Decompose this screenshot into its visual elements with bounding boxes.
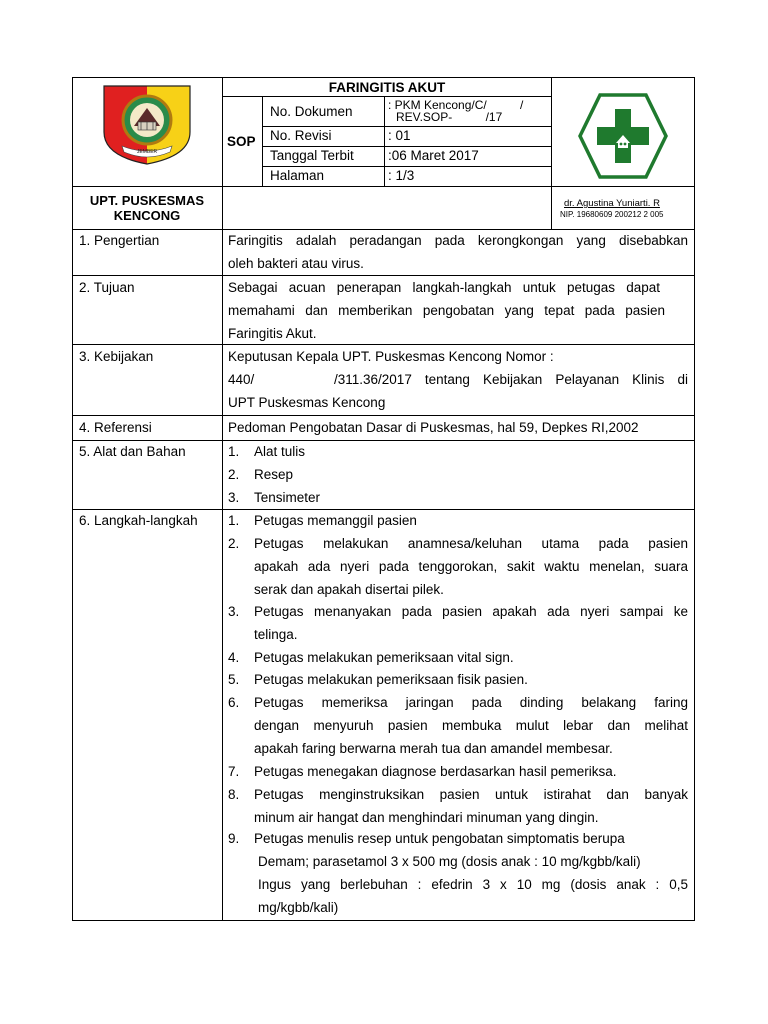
table-border: [262, 166, 552, 167]
step-number: 4.: [228, 650, 240, 665]
list-item-number: 2.: [228, 467, 240, 482]
institution-name-line-2: KENCONG: [113, 208, 181, 223]
kebijakan-number-prefix: 440/: [228, 372, 255, 387]
step-number: 3.: [228, 604, 240, 619]
table-border: [72, 509, 695, 510]
jember-regency-logo: [100, 82, 194, 166]
table-border: [222, 77, 223, 921]
list-item-number: 1.: [228, 444, 240, 459]
list-item-number: 3.: [228, 490, 240, 505]
list-item: Alat tulis: [254, 444, 306, 459]
pengertian-line: oleh bakteri atau virus.: [228, 256, 364, 271]
step-line: apakah ada nyeri pada tenggorokan, sakit waktu menelan, suara: [254, 559, 688, 574]
section-label-referensi: 4. Referensi: [79, 420, 152, 435]
table-border: [72, 344, 695, 345]
issue-date-value: :06 Maret 2017: [388, 148, 479, 163]
step-number: 2.: [228, 536, 240, 551]
table-border: [222, 96, 552, 97]
tujuan-line: Sebagai acuan penerapan langkah-langkah untuk petugas dapat: [228, 280, 660, 295]
section-label-pengertian: 1. Pengertian: [79, 233, 160, 248]
logo-ribbon-text: JEMBER: [136, 149, 158, 155]
step-line: Petugas menanyakan pada pasien apakah ada nyeri sampai ke: [254, 604, 688, 619]
step-line: serak dan apakah disertai pilek.: [254, 582, 444, 597]
step-number: 6.: [228, 695, 240, 710]
step-line: Petugas menulis resep untuk pengobatan simptomatis berupa: [254, 831, 625, 846]
page-value: : 1/3: [388, 168, 415, 183]
signatory-name: dr. Agustina Yuniarti. R: [564, 198, 660, 209]
sop-label: SOP: [227, 134, 256, 149]
table-border: [72, 275, 695, 276]
step-line: Petugas menginstruksikan pasien untuk istirahat dan banyak: [254, 787, 688, 802]
step-line: minum air hangat dan menghindari minuman yang dingin.: [254, 810, 599, 825]
doc-number-line-1: : PKM Kencong/C/ /: [388, 98, 524, 112]
table-border: [72, 920, 695, 921]
table-border: [694, 77, 695, 921]
step-line: Petugas melakukan pemeriksaan vital sign.: [254, 650, 514, 665]
issue-date-label: Tanggal Terbit: [270, 148, 354, 163]
list-item: Tensimeter: [254, 490, 321, 505]
revision-value: : 01: [388, 128, 411, 143]
page-label: Halaman: [270, 168, 325, 183]
table-border: [262, 126, 552, 127]
table-border: [384, 96, 385, 186]
puskesmas-logo: [578, 93, 668, 179]
step-number: 9.: [228, 831, 240, 846]
section-label-alat-bahan: 5. Alat dan Bahan: [79, 444, 186, 459]
step-line: Petugas melakukan pemeriksaan fisik pasien.: [254, 672, 528, 687]
step-line: Petugas menegakan diagnose berdasarkan hasil pemeriksa.: [254, 764, 617, 779]
table-border: [72, 77, 695, 78]
table-border: [72, 415, 695, 416]
kebijakan-line: UPT Puskesmas Kencong: [228, 395, 386, 410]
pengertian-line: Faringitis adalah peradangan pada kerongkongan yang disebabkan: [228, 233, 688, 248]
revision-label: No. Revisi: [270, 128, 332, 143]
section-label-langkah: 6. Langkah-langkah: [79, 513, 198, 528]
table-border: [262, 146, 552, 147]
document-title: FARINGITIS AKUT: [328, 80, 446, 95]
step-number: 5.: [228, 672, 240, 687]
step-line: Ingus yang berlebuhan : efedrin 3 x 10 mg (dosis anak : 0,5: [258, 877, 688, 892]
step-number: 8.: [228, 787, 240, 802]
kebijakan-line: /311.36/2017 tentang Kebijakan Pelayanan Klinis di: [334, 372, 688, 387]
institution-name-line-1: UPT. PUSKESMAS: [89, 193, 205, 208]
doc-number-label: No. Dokumen: [270, 104, 353, 119]
table-border: [262, 96, 263, 186]
step-line: mg/kgbb/kali): [258, 900, 339, 915]
table-border: [72, 440, 695, 441]
table-border: [551, 77, 552, 229]
kebijakan-line: Keputusan Kepala UPT. Puskesmas Kencong Nomor :: [228, 349, 554, 364]
table-border: [72, 229, 695, 230]
step-line: telinga.: [254, 627, 298, 642]
list-item: Resep: [254, 467, 294, 482]
step-line: Petugas melakukan anamnesa/keluhan utama pada pasien: [254, 536, 688, 551]
tujuan-line: memahami dan memberikan pengobatan yang tepat pada pasien: [228, 303, 665, 318]
table-border: [72, 186, 695, 187]
step-line: Demam; parasetamol 3 x 500 mg (dosis anak : 10 mg/kgbb/kali): [258, 854, 641, 869]
step-number: 1.: [228, 513, 240, 528]
section-label-kebijakan: 3. Kebijakan: [79, 349, 154, 364]
step-line: apakah faring berwarna merah tua dan amandel membesar.: [254, 741, 613, 756]
step-line: Petugas memanggil pasien: [254, 513, 417, 528]
referensi-text: Pedoman Pengobatan Dasar di Puskesmas, hal 59, Depkes RI,2002: [228, 420, 639, 435]
signatory-nip: NIP. 19680609 200212 2 005: [560, 210, 664, 219]
step-line: dengan menyuruh pasien membuka mulut lebar dan melihat: [254, 718, 688, 733]
section-label-tujuan: 2. Tujuan: [79, 280, 135, 295]
step-number: 7.: [228, 764, 240, 779]
tujuan-line: Faringitis Akut.: [228, 326, 317, 341]
step-line: Petugas memeriksa jaringan pada dinding belakang faring: [254, 695, 688, 710]
doc-number-line-2: REV.SOP- /17: [396, 110, 503, 124]
